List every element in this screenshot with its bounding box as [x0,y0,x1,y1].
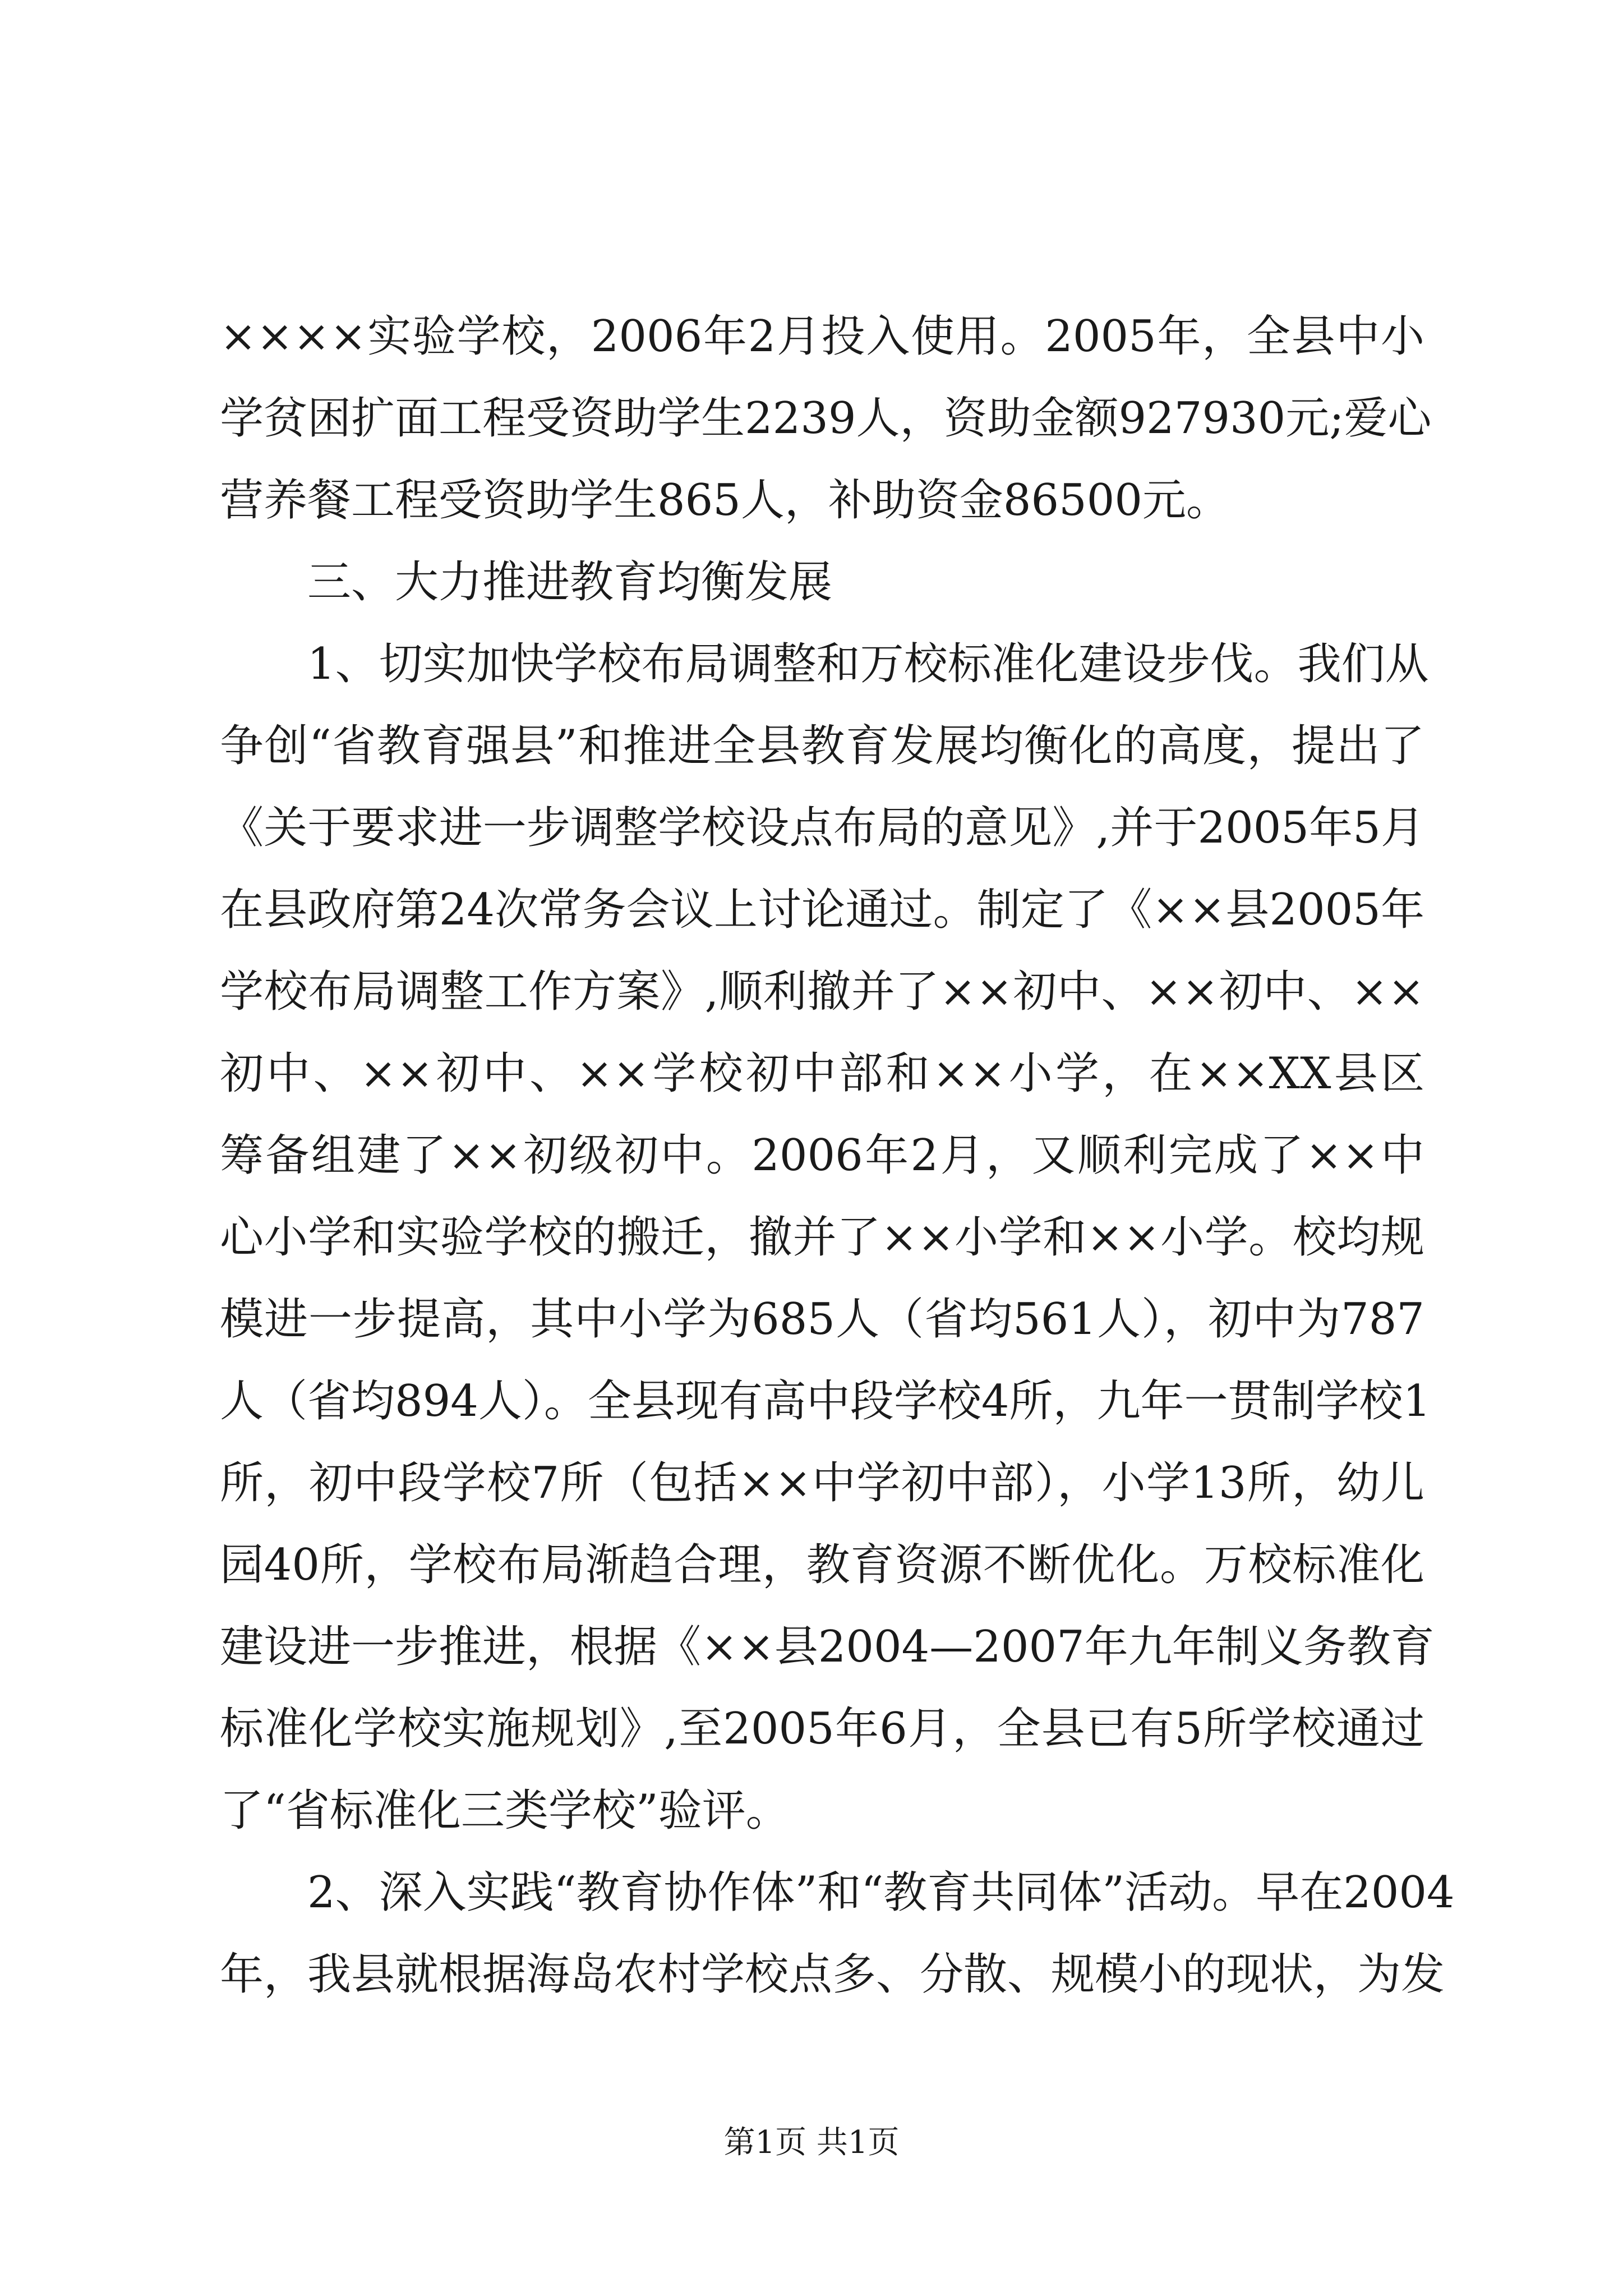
text-line: 人（省均894人）。全县现有高中段学校4所，九年一贯制学校1 [220,1376,1431,1427]
text-line: ××××实验学校，2006年2月投入使用。2005年，全县中小 [220,311,1424,362]
page-footer: 第1页 共1页 [723,2124,900,2161]
text-line: 所，初中段学校7所（包括××中学初中部），小学13所，幼儿 [220,1458,1424,1508]
text-line: 模进一步提高，其中小学为685人（省均561人），初中为787 [220,1294,1424,1345]
text-line: 学校布局调整工作方案》,顺利撤并了××初中、××初中、×× [220,967,1424,1017]
text-line: 园40所，学校布局渐趋合理，教育资源不断优化。万校标准化 [220,1540,1424,1590]
text-line: 营养餐工程受资助学生865人，补助资金86500元。 [220,475,1230,526]
text-line: 学贫困扩面工程受资助学生2239人，资助金额927930元;爱心 [220,393,1432,444]
text-line: 标准化学校实施规划》,至2005年6月，全县已有5所学校通过 [220,1704,1424,1754]
text-line: 1、切实加快学校布局调整和万校标准化建设步伐。我们从 [307,639,1429,689]
text-line: 《关于要求进一步调整学校设点布局的意见》,并于2005年5月 [220,803,1424,853]
text-line: 筹备组建了××初级初中。2006年2月，又顺利完成了××中 [220,1130,1424,1181]
text-line: 争创“省教育强县”和推进全县教育发展均衡化的高度，提出了 [220,721,1424,771]
text-line: 在县政府第24次常务会议上讨论通过。制定了《××县2005年 [220,885,1424,935]
text-line: 年，我县就根据海岛农村学校点多、分散、规模小的现状，为发 [220,1949,1445,2000]
text-line: 了“省标准化三类学校”验评。 [220,1786,790,1836]
text-line: 初中、××初中、××学校初中部和××小学，在××XX县区 [220,1048,1424,1099]
text-line: 建设进一步推进，根据《××县2004—2007年九年制义务教育 [220,1622,1435,1672]
text-line: 心小学和实验学校的搬迁，撤并了××小学和××小学。校均规 [220,1212,1424,1263]
text-line: 2、深入实践“教育协作体”和“教育共同体”活动。早在2004 [307,1867,1455,1918]
section-heading: 三、大力推进教育均衡发展 [307,557,833,608]
